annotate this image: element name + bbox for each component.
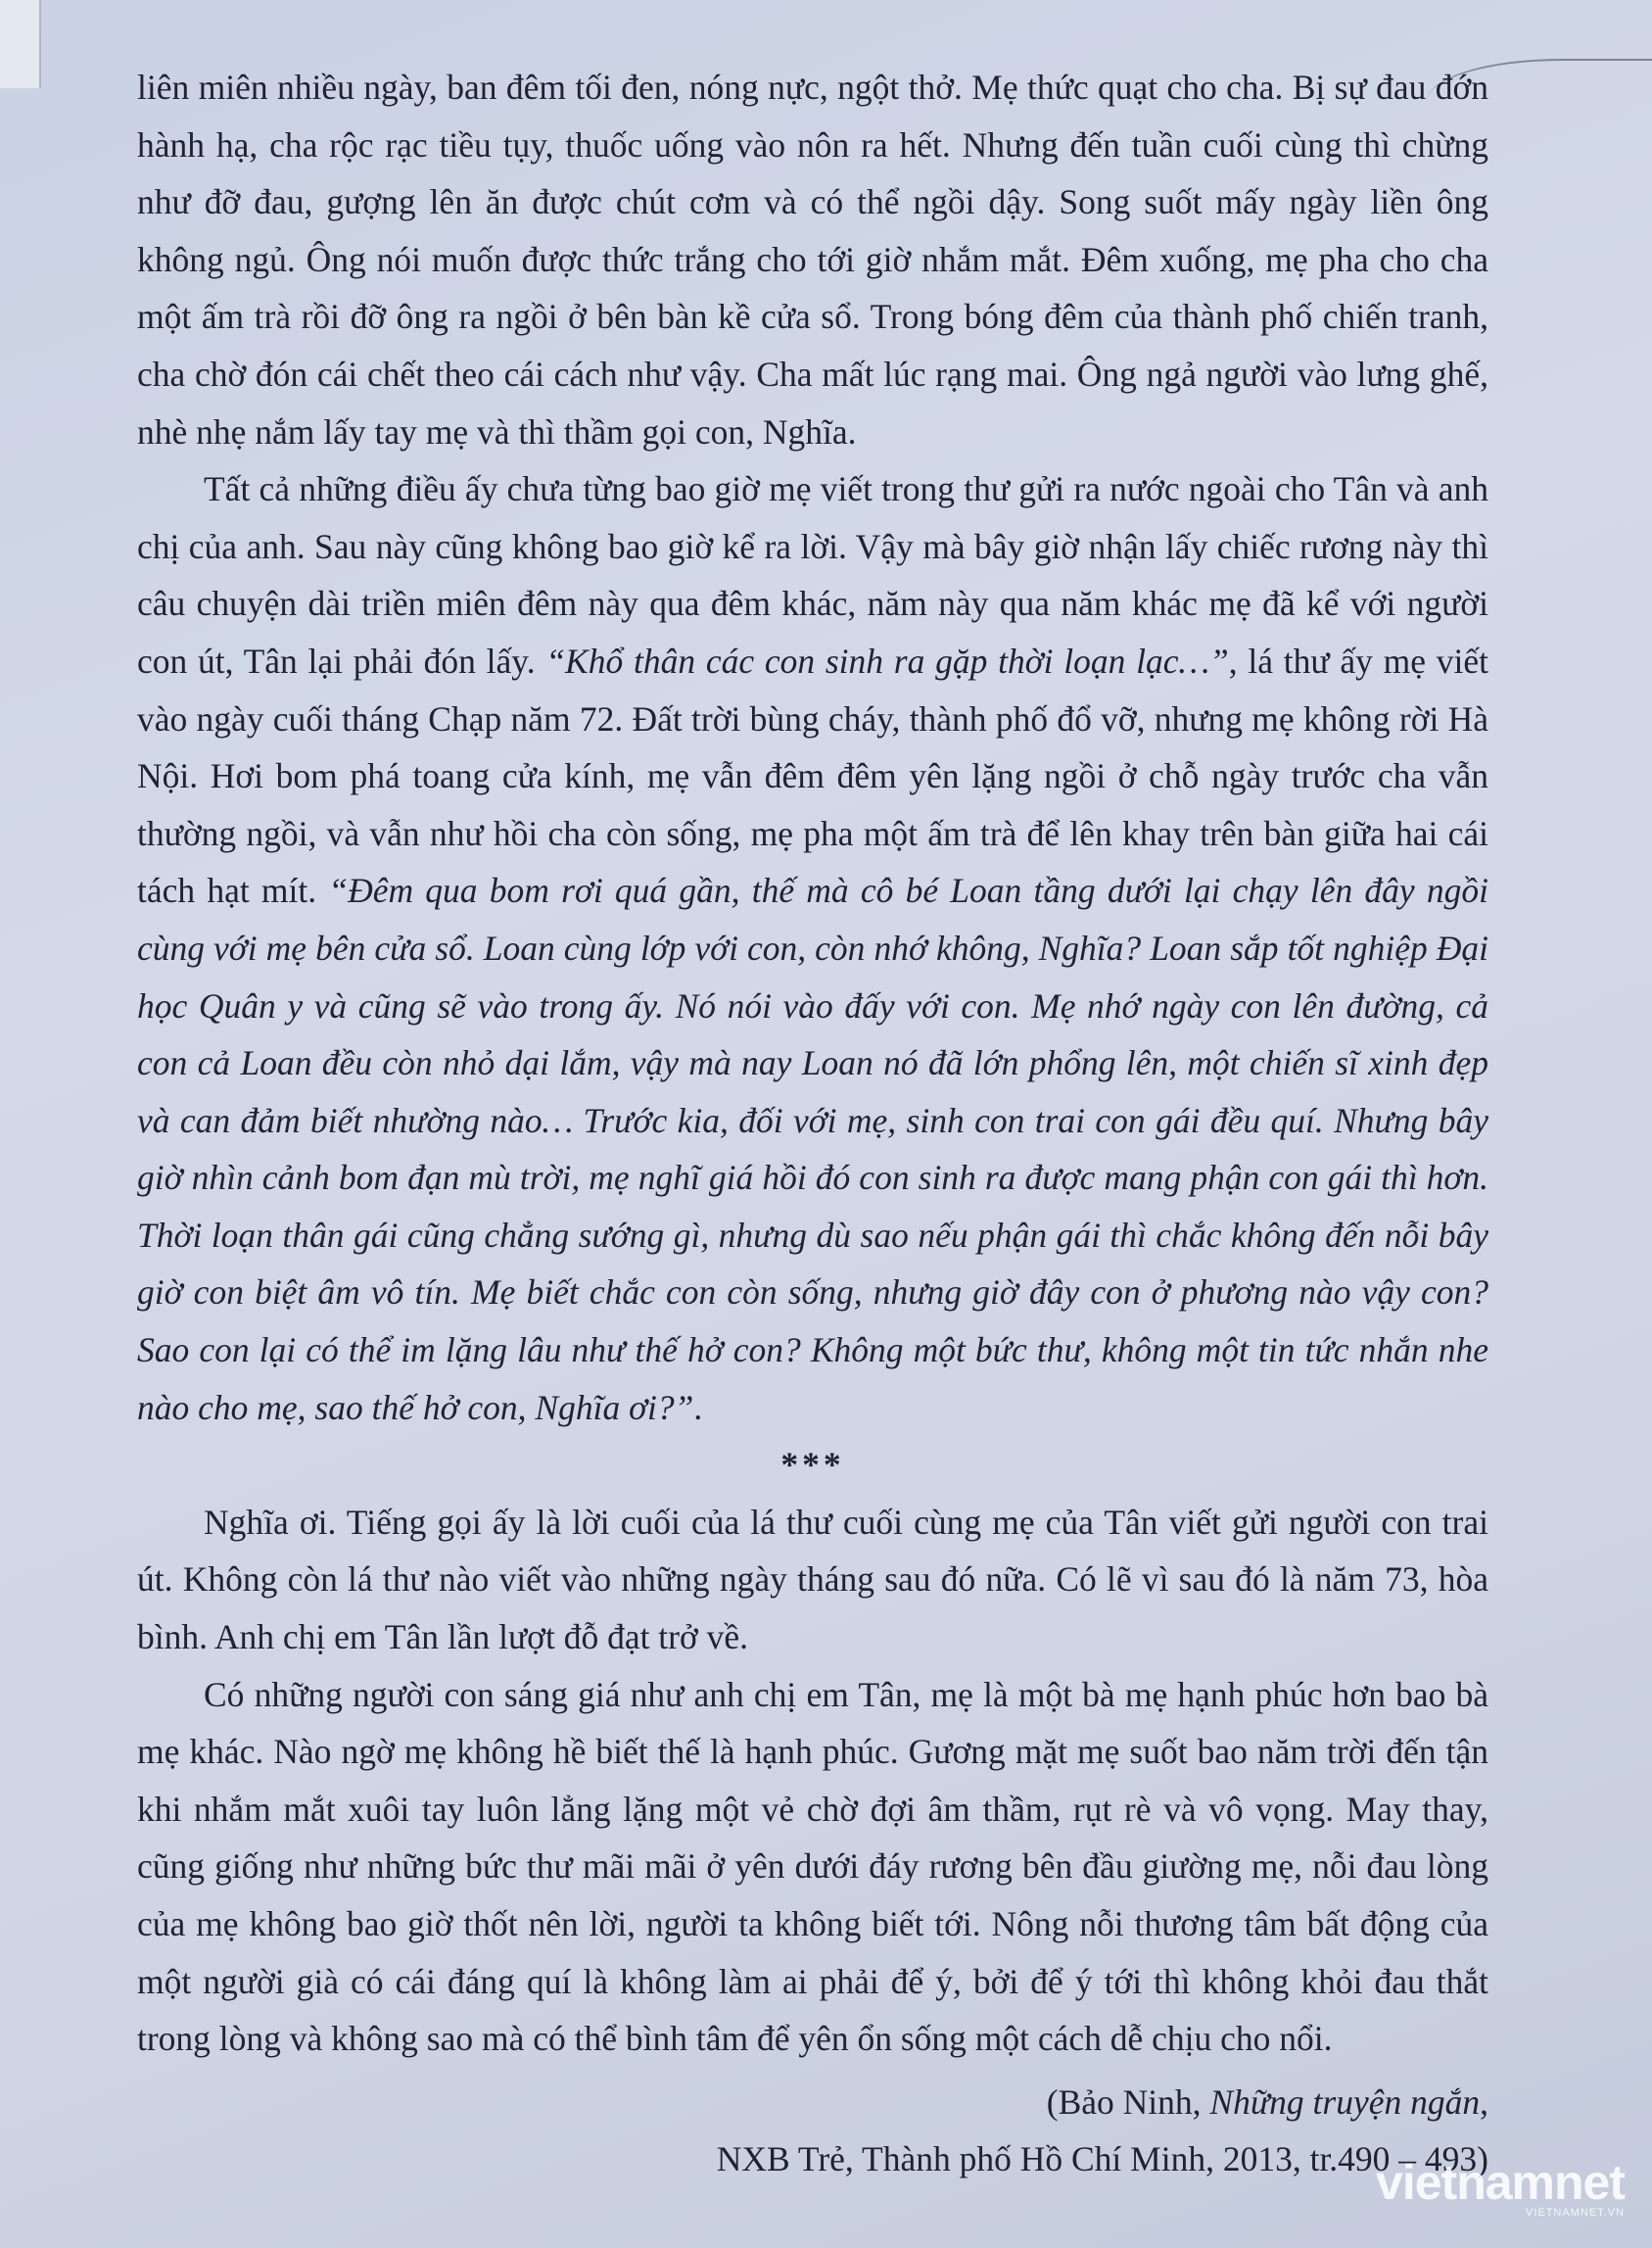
source-line-2: NXB Trẻ, Thành phố Hồ Chí Minh, 2013, tr.490 – 493): [716, 2139, 1488, 2179]
watermark-logo: [1376, 2155, 1625, 2219]
quoted-letter-text: “Khổ thân các con sinh ra gặp thời loạn lạc…”: [545, 641, 1229, 681]
paragraph-4: Có những người con sáng giá như anh chị em Tân, mẹ là một bà mẹ hạnh phúc hơn bao bà mẹ khác. Nào ngờ mẹ không hề biết thế là hạnh phúc. Gương mặt mẹ suốt bao năm trời đến tận khi nhắm mắt xuôi tay luôn lẳng lặng một vẻ chờ đợi âm thầm, rụt rè và vô vọng. May thay, cũng giống như những bức thư mãi mãi ở yên dưới đáy rương bên đầu giường mẹ, nỗi đau lòng của mẹ không bao giờ thốt nên lời, người ta không biết tới. Nông nỗi thương tâm bất động của một người già có cái đáng quí là không làm ai phải để ý, bởi để ý tới thì không khỏi đau thắt trong lòng và không sao mà có thể bình tâm để yên ổn sống một cách dễ chịu cho nổi.: [137, 1674, 1488, 2059]
source-book-title: Những truyện ngắn: [1209, 2081, 1481, 2122]
watermark-main: vietnamnet: [1376, 2155, 1625, 2210]
paragraph-text: .: [693, 1387, 703, 1427]
source-punct: ,: [1480, 2081, 1488, 2122]
paragraph-3: Nghĩa ơi. Tiếng gọi ấy là lời cuối của lá thư cuối cùng mẹ của Tân viết gửi người con trai út. Không còn lá thư nào viết vào những ngày tháng sau đó nữa. Có lẽ vì sau đó là năm 73, hòa bình. Anh chị em Tân lần lượt đỗ đạt trở về.: [137, 1502, 1488, 1657]
paragraphs-before: [137, 59, 1488, 1436]
page-edge: [0, 0, 41, 88]
quoted-letter-text: “Đêm qua bom rơi quá gần, thế mà cô bé Loan tầng dưới lại chạy lên đây ngồi cùng với mẹ bên cửa sổ. Loan cùng lớp với con, còn nhớ không, Nghĩa? Loan sắp tốt nghiệp Đại học Quân y và cũng sẽ vào trong ấy. Nó nói vào đấy với con. Mẹ nhớ ngày con lên đường, cả con cả Loan đều còn nhỏ dại lắm, vậy mà nay Loan nó đã lớn phổng lên, một chiến sĩ xinh đẹp và can đảm biết nhường nào… Trước kia, đối với mẹ, sinh con trai con gái đều quí. Nhưng bây giờ nhìn cảnh bom đạn mù trời, mẹ nghĩ giá hồi đó con sinh ra được mang phận con gái thì hơn. Thời loạn thân gái cũng chẳng sướng gì, nhưng dù sao nếu phận gái thì chắc không đến nỗi bây giờ con biệt âm vô tín. Mẹ biết chắc con còn sống, nhưng giờ đây con ở phương nào vậy con? Sao con lại có thể im lặng lâu như thế hở con? Không một bức thư, không một tin tức nhắn nhe nào cho mẹ, sao thế hở con, Nghĩa ơi?”: [137, 871, 1488, 1427]
paragraph-text: Tất cả những điều ấy chưa từng bao giờ mẹ viết trong thư gửi ra nước ngoài cho Tân và anh chị của anh. Sau này cũng không bao giờ kể ra lời. Vậy mà bây giờ nhận lấy chiếc rương này thì câu chuyện dài triền miên đêm này qua đêm khác, năm này qua năm khác mẹ đã kể với người con út, Tân lại phải đón lấy.: [137, 469, 1488, 681]
book-page: [137, 59, 1488, 2188]
paragraph-1: [137, 59, 1488, 460]
paragraph-text: liên miên nhiều ngày, ban đêm tối đen, nóng nực, ngột thở. Mẹ thức quạt cho cha. Bị sự đau đớn hành hạ, cha rộc rạc tiều tụy, thuốc uống vào nôn ra hết. Nhưng đến tuần cuối cùng thì chừng như đỡ đau, gượng lên ăn được chút cơm và có thể ngồi dậy. Song suốt mấy ngày liền ông không ngủ. Ông nói muốn được thức trắng cho tới giờ nhắm mắt. Đêm xuống, mẹ pha cho cha một ấm trà rồi đỡ ông ra ngồi ở bên bàn kề cửa sổ. Trong bóng đêm của thành phố chiến tranh, cha chờ đón cái chết theo cái cách như vậy. Cha mất lúc rạng mai. Ông ngả người vào lưng ghế, nhè nhẹ nắm lấy tay mẹ và thì thầm gọi con, Nghĩa.: [137, 68, 1488, 452]
paragraph-text: , lá thư ấy mẹ viết vào ngày cuối tháng Chạp năm 72. Đất trời bùng cháy, thành phố đổ vỡ, nhưng mẹ không rời Hà Nội. Hơi bom phá toang cửa kính, mẹ vẫn đêm đêm yên lặng ngồi ở chỗ ngày trước cha vẫn thường ngồi, và vẫn như hồi cha còn sống, mẹ pha một ấm trà để lên khay trên bàn giữa hai cái tách hạt mít.: [137, 641, 1488, 911]
watermark-sub: VIETNAMNET.VN: [1525, 2207, 1625, 2219]
source-author: (Bảo Ninh,: [1046, 2081, 1210, 2122]
source-line-1: [137, 2074, 1488, 2131]
section-separator: ***: [780, 1445, 845, 1485]
paragraph-2: [137, 460, 1488, 1436]
source-citation: [137, 2074, 1488, 2188]
